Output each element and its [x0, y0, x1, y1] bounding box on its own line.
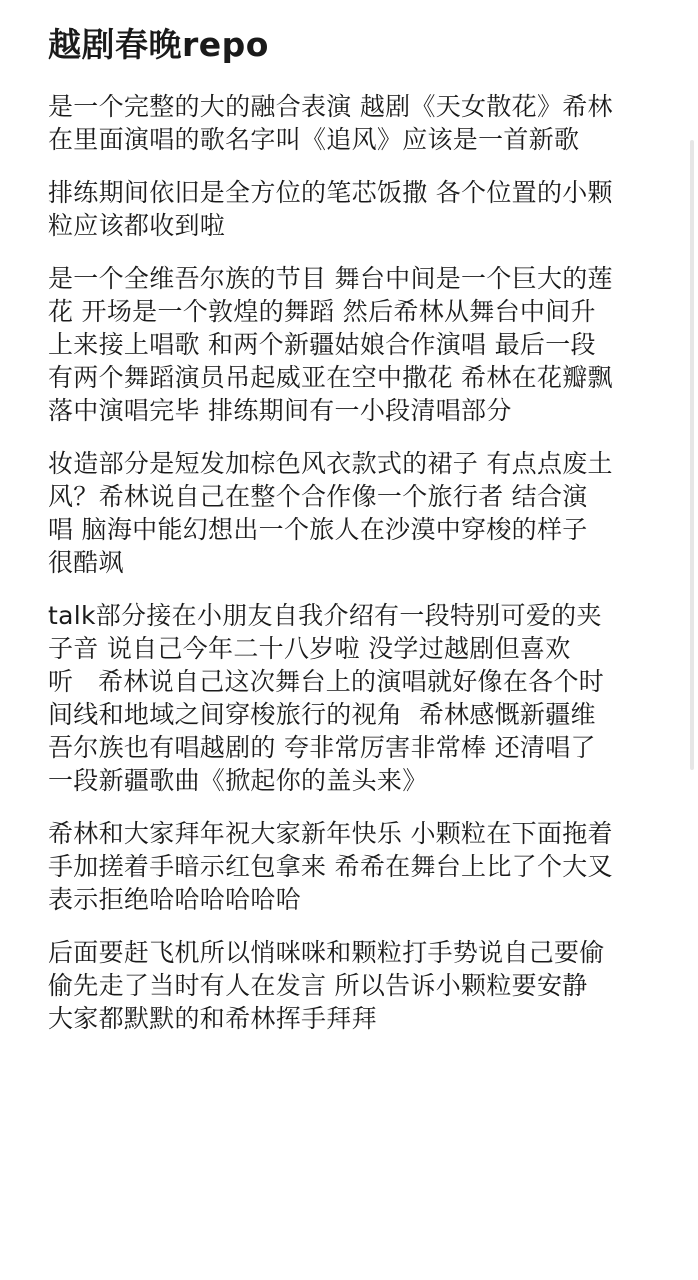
- paragraph-line: talk部分接在小朋友自我介绍有一段特别可爱的夹: [48, 601, 602, 630]
- paragraph-4: [48, 447, 658, 579]
- paragraph-1: [48, 90, 658, 156]
- page-title: 越剧春晚repo: [48, 25, 269, 64]
- paragraph-line: 落中演唱完毕 排练期间有一小段清唱部分: [48, 396, 512, 425]
- paragraph-line: 手加搓着手暗示红包拿来 希希在舞台上比了个大叉: [48, 852, 613, 881]
- paragraph-line: 子音 说自己今年二十八岁啦 没学过越剧但喜欢: [48, 634, 571, 663]
- paragraph-line: 一段新疆歌曲《掀起你的盖头来》: [48, 766, 428, 795]
- paragraph-line: 上来接上唱歌 和两个新疆姑娘合作演唱 最后一段: [48, 330, 596, 359]
- paragraph-line: 偷先走了当时有人在发言 所以告诉小颗粒要安静: [48, 971, 588, 1000]
- paragraph-line: 粒应该都收到啦: [48, 211, 226, 240]
- paragraph-line: 听 希林说自己这次舞台上的演唱就好像在各个时: [48, 667, 605, 696]
- paragraph-line: 是一个完整的大的融合表演 越剧《天女散花》希林: [48, 92, 613, 121]
- paragraph-line: 排练期间依旧是全方位的笔芯饭撒 各个位置的小颗: [48, 178, 613, 207]
- paragraph-line: 风？希林说自己在整个合作像一个旅行者 结合演: [48, 482, 588, 511]
- paragraph-line: 有两个舞蹈演员吊起威亚在空中撒花 希林在花瓣飘: [48, 363, 613, 392]
- paragraph-line: 间线和地域之间穿梭旅行的视角 希林感慨新疆维: [48, 700, 596, 729]
- paragraph-3: [48, 262, 658, 427]
- paragraph-line: 大家都默默的和希林挥手拜拜: [48, 1004, 377, 1033]
- paragraph-line: 唱 脑海中能幻想出一个旅人在沙漠中穿梭的样子: [48, 515, 588, 544]
- paragraph-line: 妆造部分是短发加棕色风衣款式的裙子 有点点废土: [48, 449, 613, 478]
- paragraph-line: 是一个全维吾尔族的节目 舞台中间是一个巨大的莲: [48, 264, 613, 293]
- paragraph-line: 在里面演唱的歌名字叫《追风》应该是一首新歌: [48, 125, 580, 154]
- paragraph-5: [48, 599, 658, 797]
- paragraph-7: [48, 936, 658, 1035]
- paragraph-2: [48, 176, 658, 242]
- paragraph-line: 很酷飒: [48, 548, 124, 577]
- paragraph-line: 后面要赶飞机所以悄咪咪和颗粒打手势说自己要偷: [48, 938, 605, 967]
- scrollbar[interactable]: [690, 140, 694, 770]
- paragraph-6: [48, 817, 658, 916]
- paragraph-line: 希林和大家拜年祝大家新年快乐 小颗粒在下面拖着: [48, 819, 613, 848]
- paragraph-line: 吾尔族也有唱越剧的 夸非常厉害非常棒 还清唱了: [48, 733, 596, 762]
- paragraph-line: 表示拒绝哈哈哈哈哈哈: [48, 885, 302, 914]
- paragraph-line: 花 开场是一个敦煌的舞蹈 然后希林从舞台中间升: [48, 297, 596, 326]
- article-body: [48, 90, 658, 1035]
